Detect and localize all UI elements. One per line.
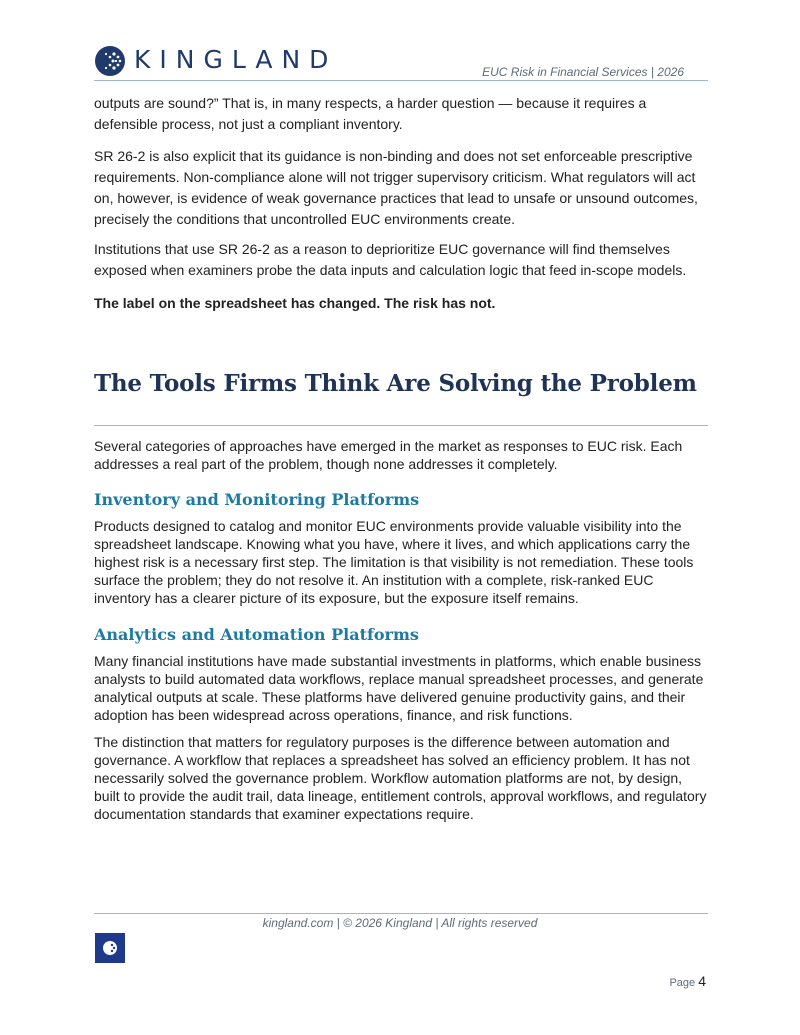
subheading-inventory-monitoring: Inventory and Monitoring Platforms xyxy=(94,490,420,509)
section-divider xyxy=(94,425,708,426)
page-label: Page xyxy=(669,977,696,989)
footer-divider xyxy=(94,913,708,914)
page-number xyxy=(669,973,706,989)
page-header xyxy=(94,42,708,82)
header-divider xyxy=(94,80,708,81)
page-number-value: 4 xyxy=(698,973,706,989)
paragraph-inventory-monitoring: Products designed to catalog and monitor EUC environments provide valuable visibility into the spreadsheet landscape. Knowing what you have, where it lives, and which applications carry the highest risk is a necessary first step. The limitation is that visibility is not remediation. These tools surface the problem; they do not resolve it. An institution with a complete, risk-ranked EUC inventory has a clearer picture of its exposure, but the exposure itself remains. xyxy=(94,518,694,606)
document-title: EUC Risk in Financial Services | 2026 xyxy=(482,65,684,79)
paragraph-automation-governance: The distinction that matters for regulatory purposes is the difference between automation and governance. A workflow that replaces a spreadsheet has solved an efficiency problem. It has not necessarily solved the governance problem. Workflow automation platforms are not, by design, built to provide the audit trail, data lineage, entitlement controls, approval workflows, and regulatory documentation standards that examiner expectations require. xyxy=(94,734,707,822)
kingland-logo-icon xyxy=(94,45,126,77)
paragraph-sr26-guidance: SR 26-2 is also explicit that its guidance is non-binding and does not set enforceable prescriptive requirements. Non-compliance alone will not trigger supervisory criticism. What regulators will act on, however, is evidence of weak governance practices that lead to unsafe or unsound outcomes, precisely the conditions that uncontrolled EUC environments create. xyxy=(94,148,698,227)
footer-logo-icon xyxy=(95,933,125,963)
paragraph-continuation: outputs are sound?” That is, in many respects, a harder question — because it requires a defensible process, not just a compliant inventory. xyxy=(94,95,647,132)
section-heading: The Tools Firms Think Are Solving the Problem xyxy=(94,370,697,397)
paragraph-key-statement: The label on the spreadsheet has changed. The risk has not. xyxy=(94,295,496,311)
brand-wordmark: KINGLAND xyxy=(134,45,338,74)
section-intro: Several categories of approaches have emerged in the market as responses to EUC risk. Each addresses a real part of the problem, though none addresses it completely. xyxy=(94,438,683,472)
subheading-analytics-automation: Analytics and Automation Platforms xyxy=(94,625,419,644)
paragraph-deprioritize: Institutions that use SR 26-2 as a reason to deprioritize EUC governance will find themselves exposed when examiners probe the data inputs and calculation logic that feed in-scope models. xyxy=(94,241,687,278)
footer-copyright: kingland.com | © 2026 Kingland | All rights reserved xyxy=(262,916,538,930)
paragraph-analytics-automation: Many financial institutions have made substantial investments in platforms, which enable business analysts to build automated data workflows, replace manual spreadsheet processes, and generate analytical outputs at scale. These platforms have delivered genuine productivity gains, and their adoption has been widespread across operations, finance, and risk functions. xyxy=(94,653,704,723)
